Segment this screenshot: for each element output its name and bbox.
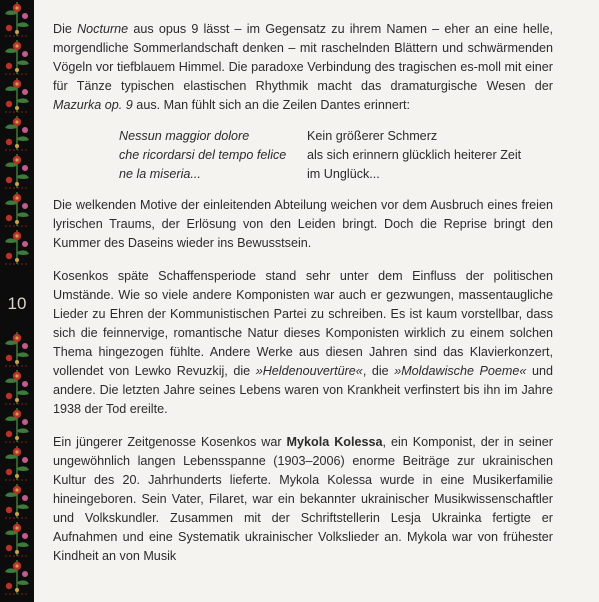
verse-german: Kein größerer Schmerz bbox=[307, 129, 438, 143]
work-title: »Heldenouvertüre« bbox=[255, 364, 363, 378]
paragraph-nocturne: Die Nocturne aus opus 9 lässt – im Gegensatz zu ihrem Namen – eher an eine helle, morgendliche Sommerlandschaft denken – mit raschelnden Blättern und schwärmenden Vögeln vor tiefblauem Himmel. Die paradoxe Verbindung des tragischen es-moll mit einer für Tänze typischen elastischen Rhythmik macht das dramaturgische Wesen der Mazurka op. 9 aus. Man fühlt sich an die Zeilen Dantes erinnert: bbox=[53, 22, 553, 112]
verse-italian: ne la miseria... bbox=[119, 167, 201, 181]
paragraph-late-period: Kosenkos späte Schaffensperiode stand sehr unter dem Einfluss der politischen Umstände. Wie so viele andere Komponisten war auch er gezwungen, massentaugliche Lieder zu Ehren der Kommunistischen Partei zu schreiben. Es ist kaum vorstellbar, dass sich die feinnervige, romantische Natur dieses Komponisten wirklich zu einem solchen Thema hingezogen fühlte. Andere Werke aus diesen Jahren sind das Klavierkonzert, vollendet von Lewko Revuzkij, die »Heldenouvertüre«, die »Moldawische Poeme« und andere. Die letzten Jahre seines Lebens waren von Krankheit verfinstert bis ihn im Jahre 1938 der Tod ereilte. bbox=[53, 269, 553, 416]
composer-name: Mykola Kolessa bbox=[286, 435, 383, 449]
verse-italian: Nessun maggior dolore bbox=[119, 129, 250, 143]
work-title: »Moldawische Poeme« bbox=[394, 364, 527, 378]
verse-italian: che ricordarsi del tempo felice bbox=[119, 148, 287, 162]
work-title: Nocturne bbox=[77, 22, 129, 36]
paragraph-motive: Die welkenden Motive der einleitenden Abteilung weichen vor dem Ausbruch eines freien lyrischen Traums, der Erlösung von den Leiden bringt. Doch die Reprise bringt den Kummer des Daseins wieder ins Bewusstsein. bbox=[53, 198, 553, 250]
page-number: 10 bbox=[0, 284, 34, 324]
paragraph-kolessa: Ein jüngerer Zeitgenosse Kosenkos war Mykola Kolessa, ein Komponist, der in seiner ungewöhnlich langen Lebensspanne (1903–2006) enorme Beiträge zur ukrainischen Kultur des 20. Jahrhunderts lieferte. Mykola Kolessa wurde in eine Musikerfamilie hineingeboren. Sein Vater, Filaret, war ein bekannter ukrainischer Musikwissenschaftler und Volkskundler. Zusammen mit der Schriftstellerin Lesja Ukrainka fertigte er Aufnahmen und eine Systematik ukrainischer Volkslieder an. Mykola war von frühester Kindheit an von Musik bbox=[53, 435, 553, 563]
verse-german: als sich erinnern glücklich heiterer Zeit bbox=[307, 148, 522, 162]
dante-quote bbox=[119, 127, 553, 184]
article-body bbox=[53, 20, 553, 580]
verse-german: im Unglück... bbox=[307, 167, 380, 181]
work-title: Mazurka op. 9 bbox=[53, 98, 133, 112]
